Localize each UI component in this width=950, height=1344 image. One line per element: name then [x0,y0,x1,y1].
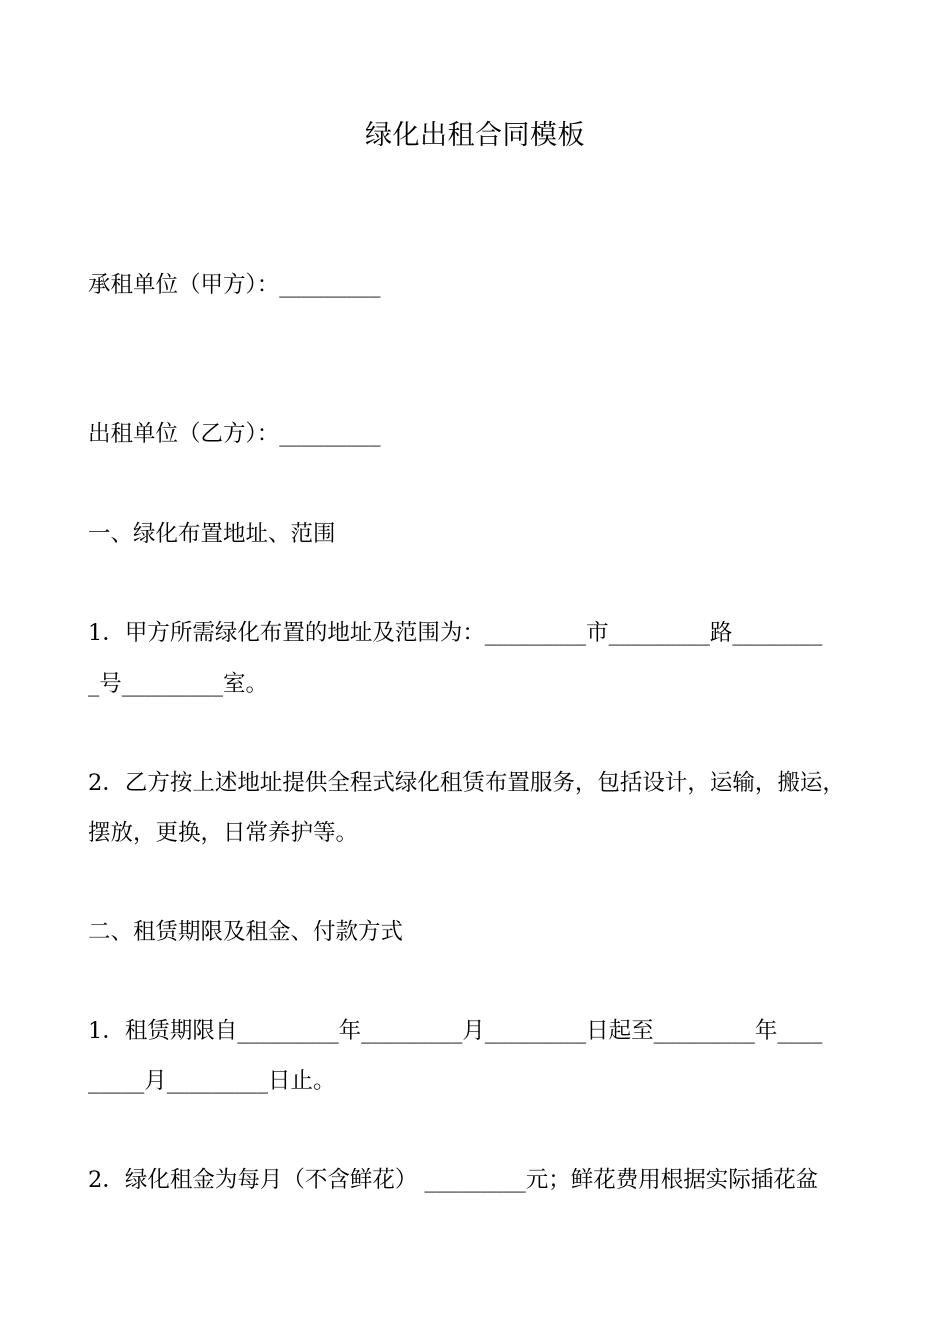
clause-2-2-line-1: 2．绿化租金为每月（不含鲜花） _________元；鲜花费用根据实际插花盆 [88,1167,819,1193]
clause-1-2-line-1: 2．乙方按上述地址提供全程式绿化租赁布置服务，包括设计，运输，搬运， [88,770,845,796]
clause-2-1-line-1: 1．租赁期限自_________年_________月_________日起至_________年____ [88,1018,823,1044]
clause-2-1-line-2: _____月_________日止。 [88,1068,336,1094]
clause-1-2-line-2: 摆放，更换，日常养护等。 [88,820,359,846]
section-heading-2: 二、租赁期限及租金、付款方式 [88,919,404,945]
clause-1-1-line-2: _号_________室。 [88,671,269,697]
section-heading-1: 一、绿化布置地址、范围 [88,521,336,547]
party-a-line: 承租单位（甲方）：_________ [88,272,381,298]
party-b-line: 出租单位（乙方）：_________ [88,421,381,447]
clause-1-1-line-1: 1．甲方所需绿化布置的地址及范围为：_________市_________路________ [88,620,823,646]
document-title: 绿化出租合同模板 [365,120,585,151]
